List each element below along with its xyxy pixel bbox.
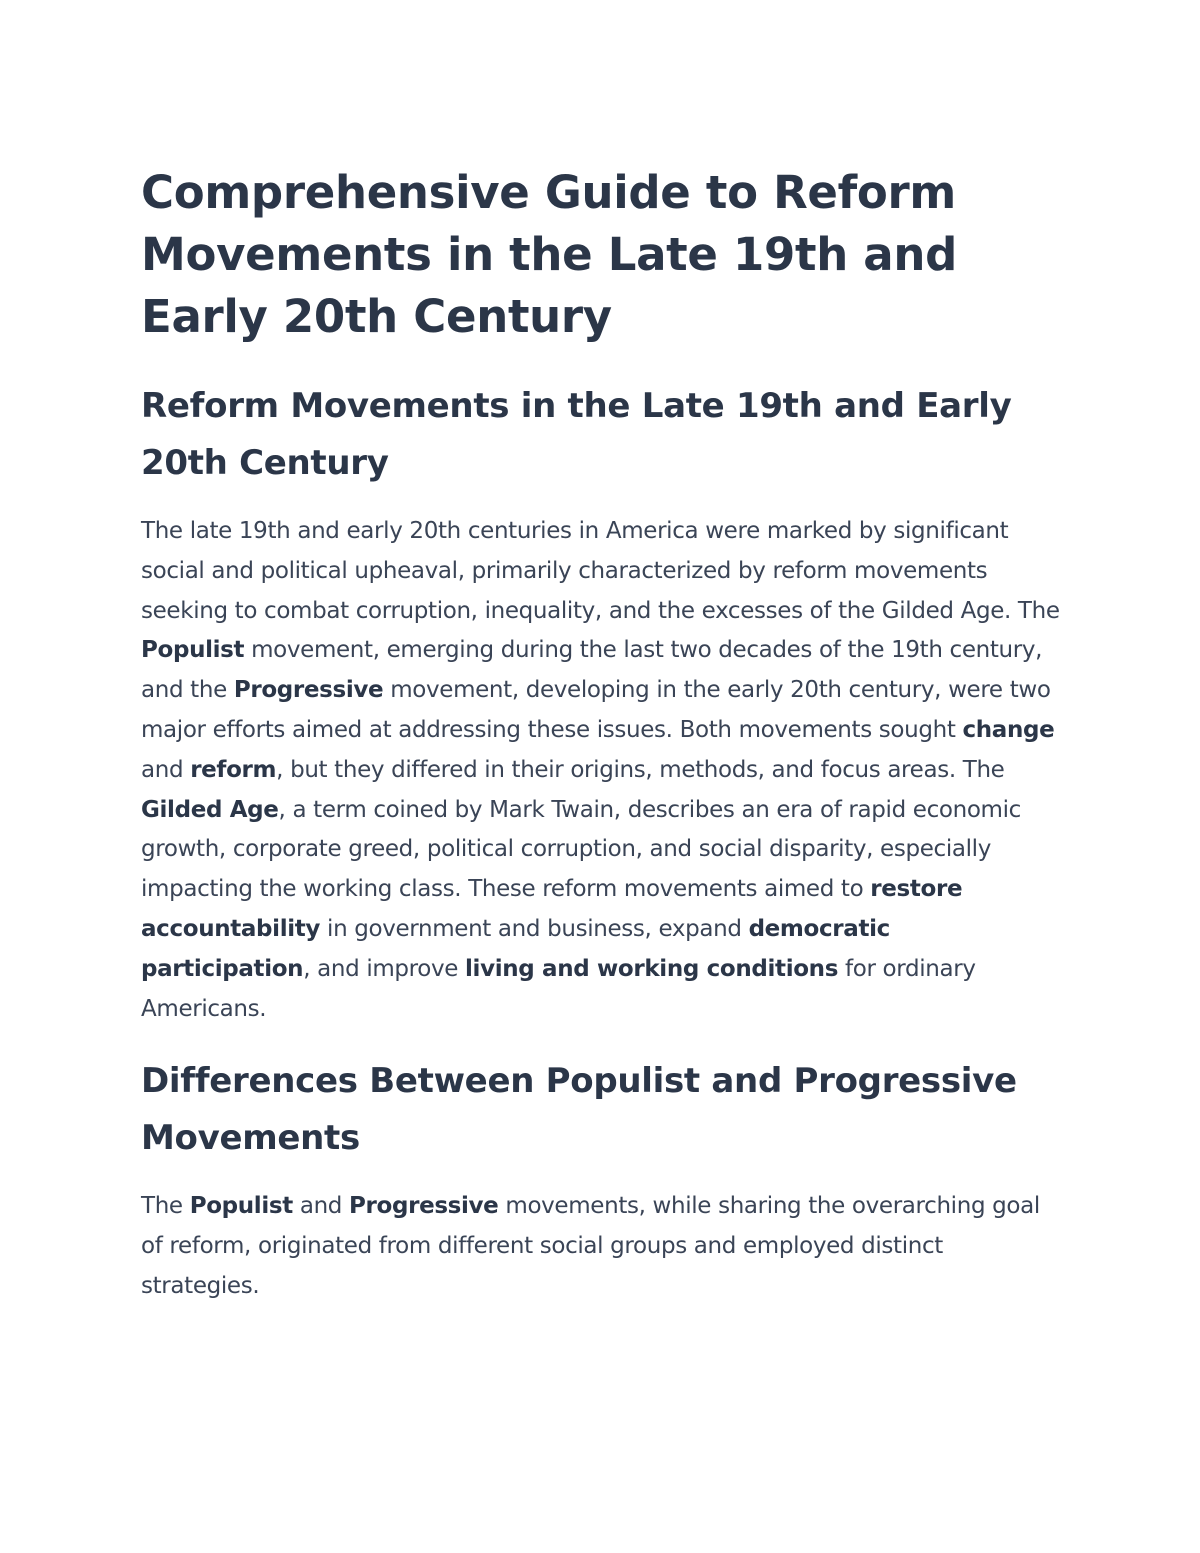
paragraph-text: , a term coined by Mark Twain, describes an era of rapid economic growth, corporate greed, political corruption, and social disparity, especially impacting the working class. These reform movements aimed to xyxy=(141,796,1021,903)
paragraph-text: , but they differed in their origins, methods, and focus areas. The xyxy=(276,756,1005,783)
paragraph-text: for ordinary Americans. xyxy=(141,955,976,1022)
emphasis-term: Progressive xyxy=(233,677,384,704)
paragraph-text: and xyxy=(292,1193,350,1220)
page-title: Comprehensive Guide to Reform Movements in the Late 19th and Early 20th Century xyxy=(141,166,958,343)
section-heading-reform-movements: Reform Movements in the Late 19th and Early 20th Century xyxy=(141,386,1012,483)
emphasis-term: restore accountability xyxy=(141,876,963,942)
paragraph-reform-movements xyxy=(141,512,1061,1029)
emphasis-term: living and working conditions xyxy=(465,955,839,982)
emphasis-term: change xyxy=(962,716,1055,743)
emphasis-term: Gilded Age xyxy=(141,796,279,823)
emphasis-term: Populist xyxy=(141,637,245,664)
paragraph-text: movement, emerging during the last two decades of the 19th century, and the xyxy=(141,637,1043,704)
emphasis-term: Progressive xyxy=(349,1193,499,1220)
paragraph-text: movements, while sharing the overarching goal of reform, originated from different social groups and employed distinct strategies. xyxy=(141,1193,1040,1299)
document-page xyxy=(141,162,1061,1307)
emphasis-term: reform xyxy=(190,756,277,783)
paragraph-text: , and improve xyxy=(303,955,466,982)
paragraph-differences xyxy=(141,1187,1061,1306)
section-heading-differences: Differences Between Populist and Progressive Movements xyxy=(141,1061,1017,1159)
paragraph-text: and xyxy=(141,756,191,783)
paragraph-text: The late 19th and early 20th centuries in America were marked by significant social and political upheaval, primarily characterized by reform movements seeking to combat corruption, inequality, and the excesses of the Gilded Age. The xyxy=(141,518,1060,624)
emphasis-term: Populist xyxy=(189,1193,293,1220)
paragraph-text: The xyxy=(141,1193,190,1220)
emphasis-term: democratic participation xyxy=(141,915,890,982)
paragraph-text: in government and business, expand xyxy=(320,915,749,942)
paragraph-text: movement, developing in the early 20th century, were two major efforts aimed at addressing these issues. Both movements sought xyxy=(141,677,1051,743)
